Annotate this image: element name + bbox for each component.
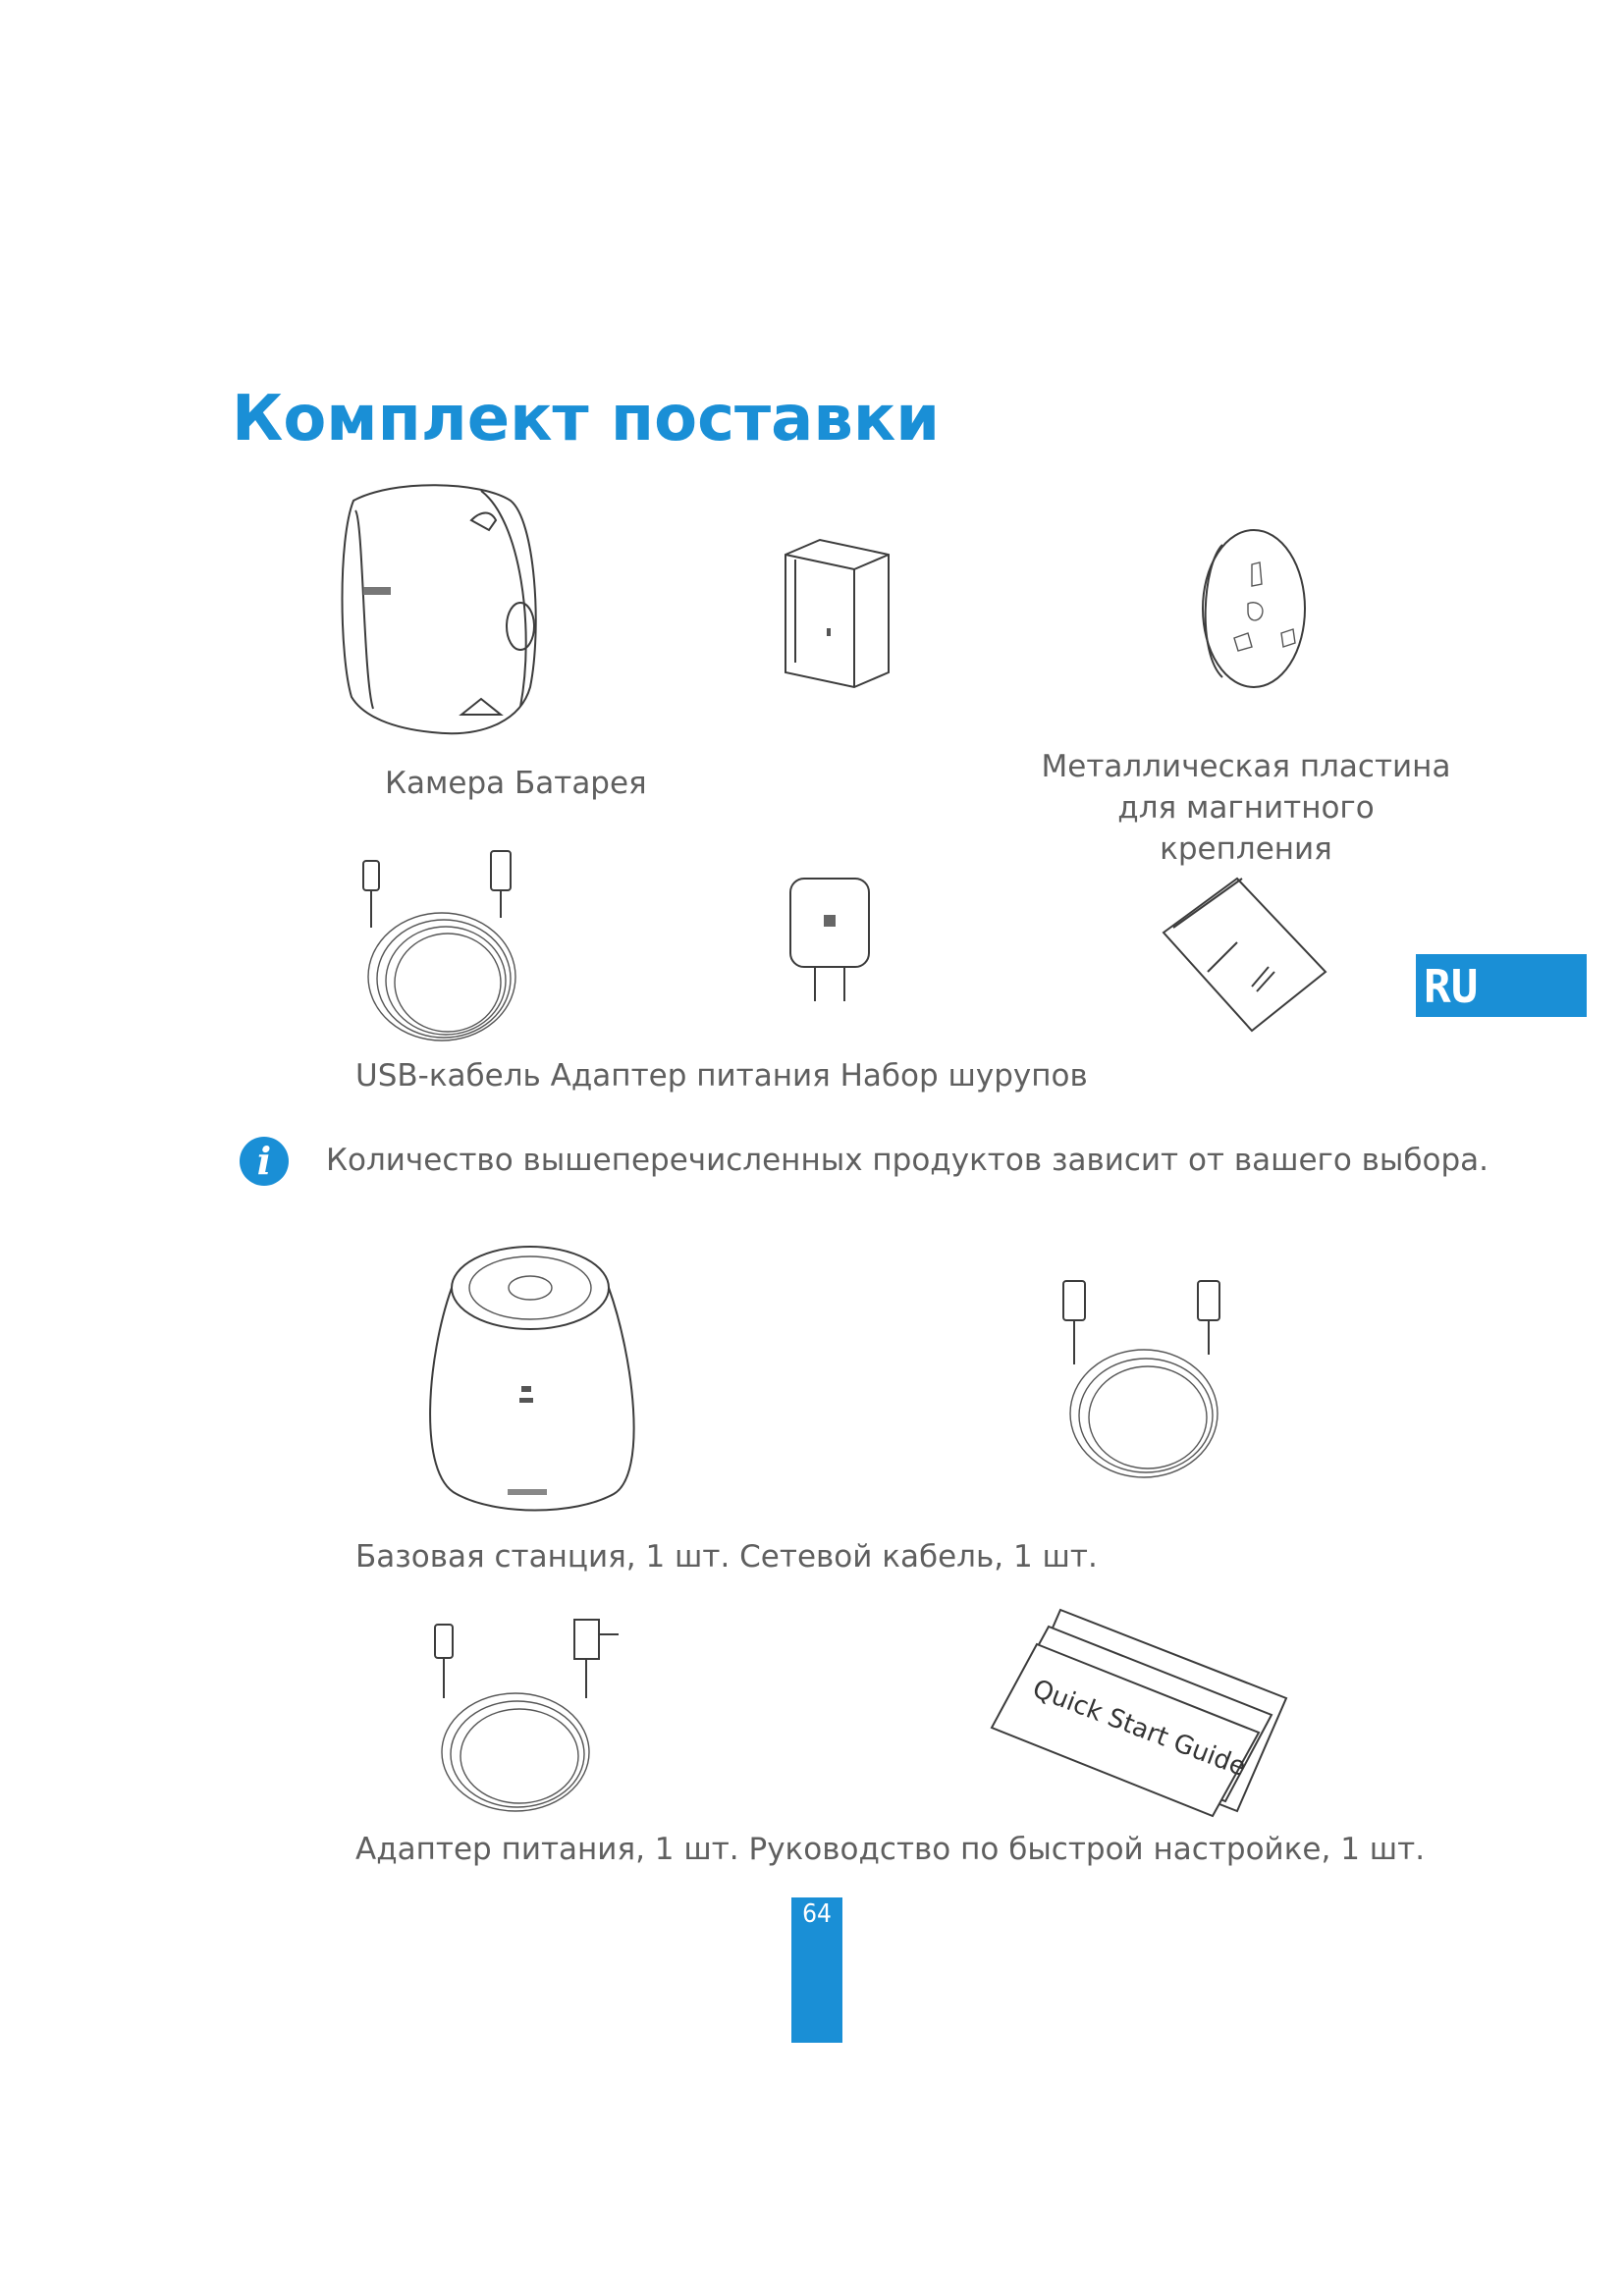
language-tab (1416, 954, 1587, 1017)
adapter-cable-illustration (427, 1610, 623, 1816)
note-text: Количество вышеперечисленных продуктов зависит от вашего выбора. (326, 1143, 1489, 1178)
usb-cable-illustration (353, 849, 525, 1045)
quick-start-guide-illustration (1001, 1605, 1286, 1821)
row2-caption: USB-кабель Адаптер питания Набор шурупов (355, 1058, 1088, 1094)
camera-battery-caption: Камера Батарея (385, 766, 647, 801)
metal-plate-caption: Металлическая пластина для магнитного крепления (1041, 749, 1451, 867)
screw-kit-illustration (1159, 874, 1335, 1041)
camera-illustration (334, 481, 550, 736)
page-number: 64 (802, 1899, 832, 1929)
network-cable-illustration (1056, 1276, 1232, 1482)
row4-caption: Адаптер питания, 1 шт. Руководство по быстрой настройке, 1 шт. (355, 1832, 1426, 1867)
battery-illustration (781, 535, 893, 687)
base-station-illustration (417, 1239, 643, 1514)
metal-plate-illustration (1183, 525, 1311, 692)
row3-caption: Базовая станция, 1 шт. Сетевой кабель, 1 шт. (355, 1539, 1098, 1575)
info-icon: i (240, 1137, 289, 1186)
power-adapter-illustration (781, 874, 879, 1011)
page-title: Комплект поставки (232, 383, 941, 455)
language-label: RU (1424, 960, 1479, 1013)
page-number-bar (791, 1897, 842, 2043)
guide-cover-text: Quick Start Guide (1028, 1674, 1250, 1783)
